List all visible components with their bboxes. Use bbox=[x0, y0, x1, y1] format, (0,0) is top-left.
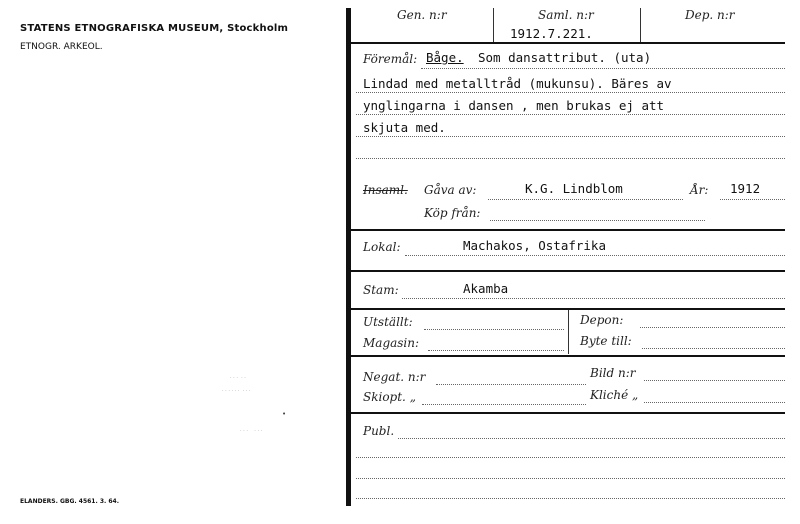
smudge-mark: · · · · · · bbox=[240, 428, 263, 434]
column-divider bbox=[568, 310, 569, 354]
object-name: Båge. bbox=[426, 50, 464, 65]
dotted-line bbox=[640, 327, 785, 328]
description-line: Lindad med metalltråd (mukunsu). Bäres av bbox=[363, 76, 672, 91]
section-rule bbox=[351, 270, 785, 272]
stam-label: Stam: bbox=[363, 283, 399, 297]
stam-value: Akamba bbox=[463, 281, 509, 296]
lokal-value: Machakos, Ostafrika bbox=[463, 238, 606, 253]
utstallt-label: Utställt: bbox=[363, 315, 413, 329]
dotted-line bbox=[488, 199, 683, 200]
dotted-line bbox=[422, 404, 586, 405]
dotted-line bbox=[356, 136, 785, 137]
foremal-label: Föremål: bbox=[363, 52, 418, 66]
museum-department: ETNOGR. ARKEOL. bbox=[20, 42, 103, 52]
dotted-line bbox=[356, 498, 785, 499]
dotted-line bbox=[402, 298, 785, 299]
skiopt-label: Skiopt. „ bbox=[363, 390, 416, 404]
smudge-mark: • bbox=[282, 410, 287, 418]
insaml-struck-label: Insaml. bbox=[363, 183, 408, 197]
column-divider bbox=[493, 8, 494, 42]
dotted-line bbox=[720, 199, 785, 200]
year-label: År: bbox=[690, 183, 709, 197]
negat-nr-label: Negat. n:r bbox=[363, 370, 426, 384]
kop-fran-label: Köp från: bbox=[424, 206, 481, 220]
dotted-line bbox=[642, 348, 785, 349]
printer-imprint: ELANDERS. GBG. 4561. 3. 64. bbox=[20, 498, 120, 505]
museum-title: STATENS ETNOGRAFISKA MUSEUM, Stockholm bbox=[20, 23, 289, 34]
lokal-label: Lokal: bbox=[363, 240, 401, 254]
dotted-line bbox=[405, 255, 785, 256]
dotted-line bbox=[644, 380, 785, 381]
year-value: 1912 bbox=[730, 181, 761, 196]
gen-nr-label: Gen. n:r bbox=[397, 8, 447, 22]
publ-label: Publ. bbox=[363, 424, 395, 438]
depon-label: Depon: bbox=[580, 313, 624, 327]
saml-nr-value: 1912.7.221. bbox=[510, 26, 593, 41]
dotted-line bbox=[424, 329, 564, 330]
dotted-line bbox=[356, 158, 785, 159]
dotted-line bbox=[644, 402, 785, 403]
description-line: skjuta med. bbox=[363, 120, 446, 135]
dotted-line bbox=[436, 384, 586, 385]
dotted-line bbox=[356, 478, 785, 479]
dotted-line bbox=[398, 438, 785, 439]
column-divider bbox=[640, 8, 641, 42]
section-rule bbox=[351, 412, 785, 414]
section-rule bbox=[351, 42, 785, 44]
dotted-line bbox=[356, 114, 785, 115]
description-line: Som dansattribut. (uta) bbox=[478, 50, 652, 65]
dotted-line bbox=[356, 457, 785, 458]
byte-till-label: Byte till: bbox=[580, 334, 632, 348]
card-left-rule bbox=[346, 8, 351, 506]
smudge-mark: · · · · · · · · · bbox=[222, 388, 251, 394]
dep-nr-label: Dep. n:r bbox=[685, 8, 735, 22]
smudge-mark: · · · · · bbox=[230, 375, 246, 381]
dotted-line bbox=[421, 68, 785, 69]
donor-value: K.G. Lindblom bbox=[525, 181, 623, 196]
section-rule bbox=[351, 229, 785, 231]
dotted-line bbox=[356, 92, 785, 93]
saml-nr-label: Saml. n:r bbox=[538, 8, 594, 22]
dotted-line bbox=[428, 350, 564, 351]
dotted-line bbox=[490, 220, 705, 221]
kliche-label: Kliché „ bbox=[590, 388, 639, 402]
section-rule bbox=[351, 355, 785, 357]
gava-label: Gåva av: bbox=[424, 183, 477, 197]
bild-nr-label: Bild n:r bbox=[590, 366, 636, 380]
magasin-label: Magasin: bbox=[363, 336, 420, 350]
description-line: ynglingarna i dansen , men brukas ej att bbox=[363, 98, 665, 113]
